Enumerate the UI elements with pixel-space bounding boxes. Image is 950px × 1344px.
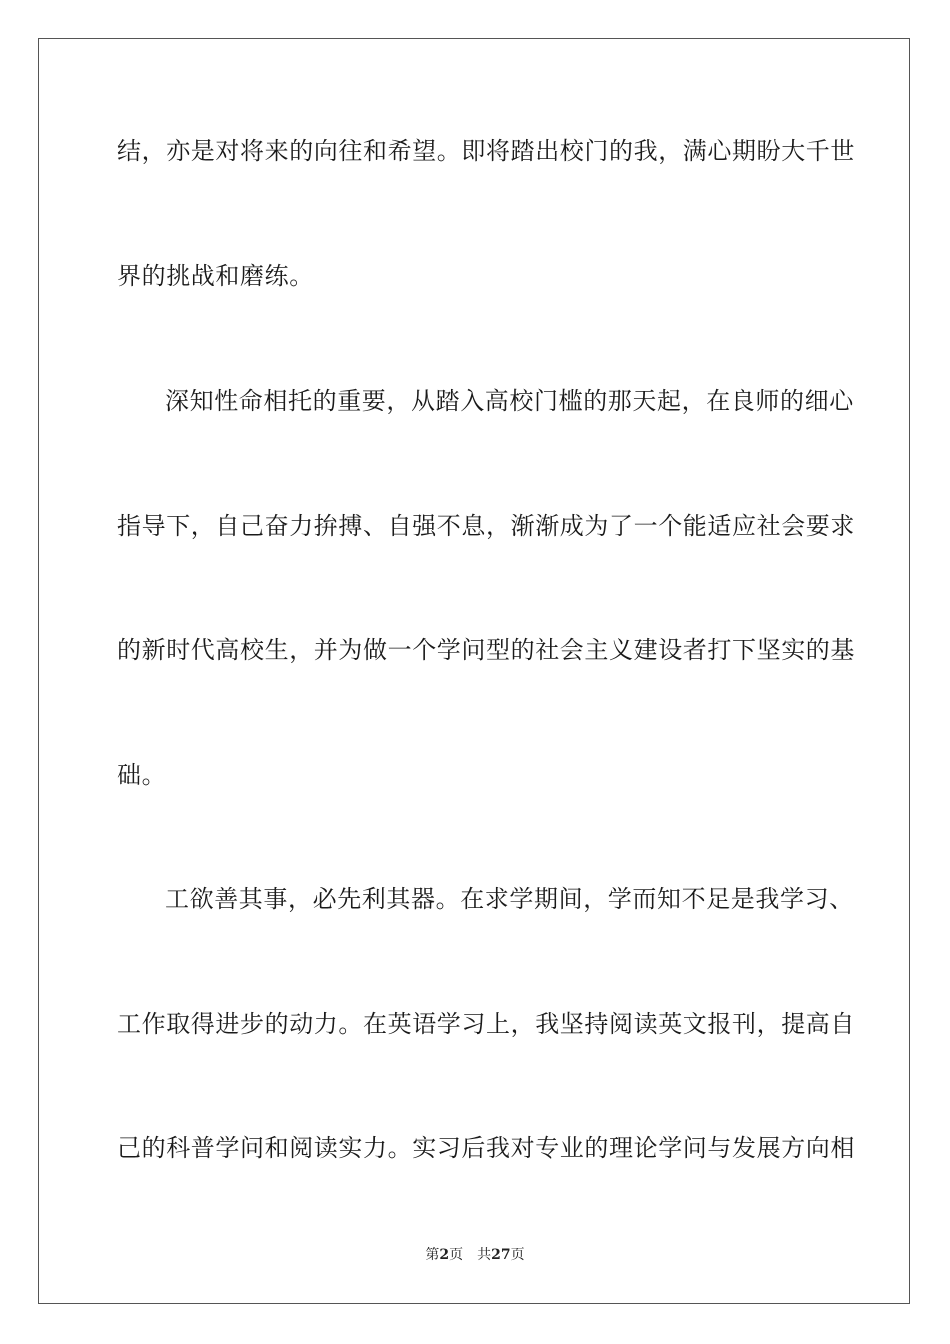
text-line: 的新时代高校生，并为做一个学问型的社会主义建设者打下坚实的基 — [117, 636, 855, 664]
text-line: 工作取得进步的动力。在英语学习上，我坚持阅读英文报刊，提高自 — [117, 1010, 855, 1038]
total-prefix: 共 — [477, 1247, 492, 1263]
page-suffix: 页 — [449, 1247, 464, 1263]
text-line: 界的挑战和磨练。 — [117, 262, 314, 290]
page-number: 2 — [439, 1247, 450, 1263]
page-prefix: 第 — [425, 1247, 440, 1263]
text-line: 工欲善其事，必先利其器。在求学期间，学而知不足是我学习、 — [165, 885, 854, 913]
text-line: 深知性命相托的重要，从踏入高校门槛的那天起，在良师的细心 — [165, 387, 854, 415]
text-line: 结，亦是对将来的向往和希望。即将踏出校门的我，满心期盼大千世 — [117, 137, 855, 165]
text-line: 础。 — [117, 761, 167, 789]
text-line: 指导下，自己奋力拚搏、自强不息，渐渐成为了一个能适应社会要求 — [117, 512, 855, 540]
page-footer — [0, 1246, 950, 1264]
total-pages: 27 — [491, 1247, 511, 1263]
page-frame — [38, 38, 910, 1304]
total-suffix: 页 — [510, 1247, 525, 1263]
text-line: 己的科普学问和阅读实力。实习后我对专业的理论学问与发展方向相 — [117, 1134, 855, 1162]
